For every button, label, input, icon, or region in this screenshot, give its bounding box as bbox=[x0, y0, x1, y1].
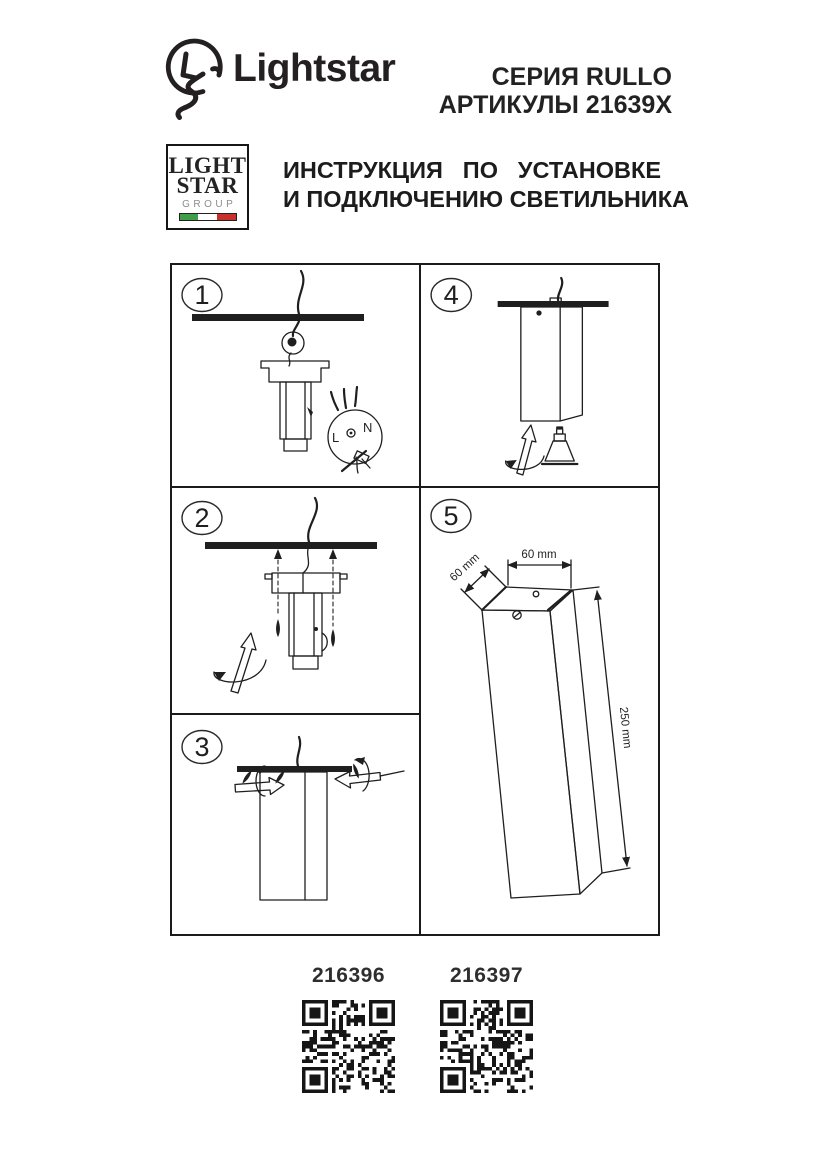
series-title: СЕРИЯ RULLO bbox=[491, 63, 672, 91]
lightstar-group-logo bbox=[166, 144, 249, 230]
step4-lamp-diagram bbox=[421, 265, 658, 486]
italian-flag-stripe bbox=[179, 213, 237, 221]
articles-title: АРТИКУЛЫ 21639X bbox=[438, 91, 672, 119]
step-panel-1 bbox=[172, 265, 421, 488]
page-title-line2: И ПОДКЛЮЧЕНИЮ СВЕТИЛЬНИКА bbox=[283, 186, 690, 212]
step-number-badge: 2 bbox=[194, 503, 210, 533]
qr-code-right bbox=[440, 1000, 533, 1093]
step2-bracket-diagram bbox=[172, 488, 419, 713]
logo-word-light: LIGHT bbox=[168, 153, 247, 178]
step-panel-3 bbox=[172, 715, 421, 934]
dimension-top-width: 60 mm bbox=[521, 549, 557, 561]
step1-wiring-diagram bbox=[172, 265, 419, 486]
step-panel-5 bbox=[421, 488, 658, 934]
logo-word-star: STAR bbox=[176, 173, 239, 198]
step3-mount-diagram bbox=[172, 715, 419, 934]
step5-dimensions-diagram bbox=[421, 488, 658, 934]
step-panel-2 bbox=[172, 488, 421, 715]
product-left bbox=[302, 964, 395, 1098]
qr-code-left bbox=[302, 1000, 395, 1093]
step-number-badge: 5 bbox=[443, 501, 459, 531]
step-number-badge: 3 bbox=[194, 732, 210, 762]
dimension-height: 250 mm bbox=[616, 706, 634, 749]
logo-word-group: GROUP bbox=[182, 199, 237, 210]
brand-wordmark: Lightstar bbox=[233, 47, 396, 90]
steps-grid bbox=[170, 263, 660, 936]
step-number-badge: 4 bbox=[443, 279, 459, 310]
product-code-left: 216396 bbox=[311, 964, 386, 987]
page-title-line1: ИНСТРУКЦИЯ ПО УСТАНОВКЕ bbox=[283, 157, 661, 183]
step-panel-4 bbox=[421, 265, 658, 488]
series-block bbox=[420, 63, 672, 119]
step-number-badge: 1 bbox=[194, 280, 210, 310]
wire-label-neutral: N bbox=[363, 420, 373, 435]
product-right bbox=[440, 964, 533, 1098]
wire-label-live: L bbox=[332, 430, 340, 445]
product-code-right: 216397 bbox=[449, 964, 524, 987]
page-title bbox=[283, 156, 690, 214]
dimension-left-depth: 60 mm bbox=[447, 551, 483, 584]
lightstar-bulb-icon bbox=[156, 30, 232, 124]
